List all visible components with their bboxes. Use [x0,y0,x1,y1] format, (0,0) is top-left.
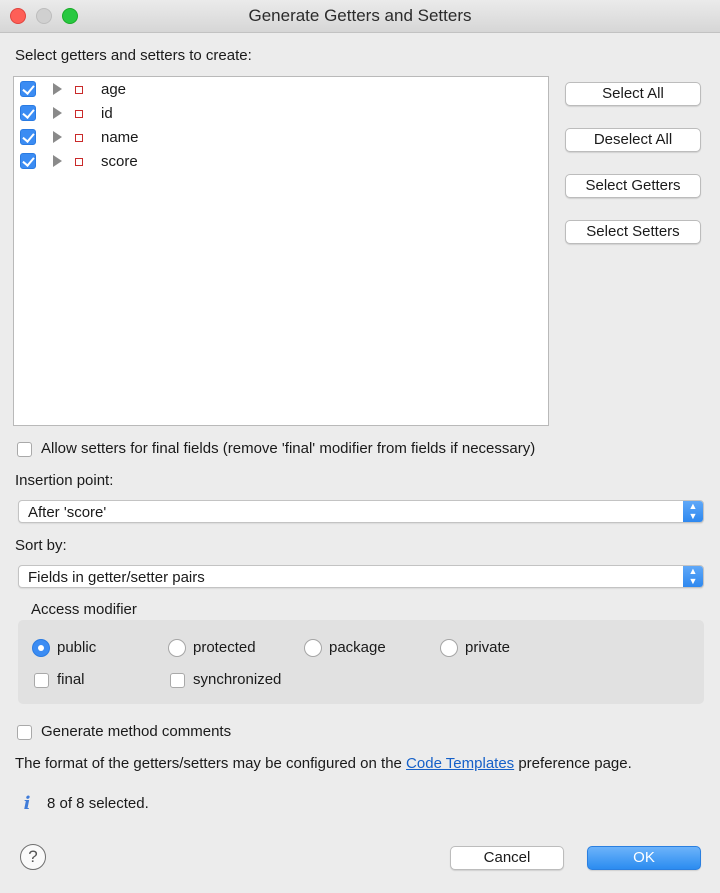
expand-triangle-icon[interactable] [53,131,62,143]
radio-package[interactable] [304,639,322,657]
synchronized-checkbox[interactable] [170,673,185,688]
code-templates-link[interactable]: Code Templates [406,755,515,772]
allow-final-setters-label: Allow setters for final fields (remove 'final' modifier from fields if necessary) [41,440,536,457]
radio-private[interactable] [440,639,458,657]
generate-comments-checkbox[interactable] [17,725,32,740]
select-getters-button[interactable]: Select Getters [565,174,701,198]
field-label: id [101,105,113,122]
radio-protected[interactable] [168,639,186,657]
access-modifier-group [18,620,704,704]
insertion-point-value: After 'score' [28,504,107,521]
field-checkbox[interactable] [20,105,36,121]
expand-triangle-icon[interactable] [53,83,62,95]
format-text-post: preference page. [518,755,632,772]
cancel-button[interactable]: Cancel [450,846,564,870]
radio-package-label: package [329,639,386,656]
select-chevrons-icon: ▲ ▼ [683,566,703,587]
radio-public[interactable] [32,639,50,657]
final-checkbox[interactable] [34,673,49,688]
field-checkbox[interactable] [20,153,36,169]
sort-by-label: Sort by: [15,537,67,554]
info-icon: i [23,793,31,814]
private-field-icon [75,134,83,142]
tree-row[interactable] [14,102,548,126]
final-checkbox-label: final [57,671,85,688]
private-field-icon [75,110,83,118]
private-field-icon [75,158,83,166]
radio-private-label: private [465,639,511,656]
insertion-point-select[interactable] [18,500,704,523]
title-bar [0,0,720,33]
selection-status: 8 of 8 selected. [47,795,149,812]
sort-by-select[interactable] [18,565,704,588]
private-field-icon [75,86,83,94]
expand-triangle-icon[interactable] [53,155,62,167]
field-checkbox[interactable] [20,129,36,145]
expand-triangle-icon[interactable] [53,107,62,119]
ok-button[interactable]: OK [587,846,701,870]
field-label: name [101,129,139,146]
field-checkbox[interactable] [20,81,36,97]
deselect-all-button[interactable]: Deselect All [565,128,701,152]
tree-row[interactable] [14,78,548,102]
insertion-point-label: Insertion point: [15,472,114,489]
help-icon[interactable]: ? [20,844,46,870]
fields-tree[interactable] [13,76,549,426]
select-setters-button[interactable]: Select Setters [565,220,701,244]
synchronized-checkbox-label: synchronized [193,671,282,688]
format-info-text [15,755,632,772]
select-getters-setters-label: Select getters and setters to create: [15,47,252,64]
sort-by-value: Fields in getter/setter pairs [28,569,205,586]
radio-protected-label: protected [193,639,256,656]
select-all-button[interactable]: Select All [565,82,701,106]
field-label: score [101,153,138,170]
tree-row[interactable] [14,126,548,150]
select-chevrons-icon: ▲ ▼ [683,501,703,522]
generate-comments-label: Generate method comments [41,723,232,740]
field-label: age [101,81,127,98]
format-text-pre: The format of the getters/setters may be configured on the [15,755,402,772]
access-modifier-title: Access modifier [31,601,137,618]
radio-public-label: public [57,639,97,656]
window-title: Generate Getters and Setters [248,6,472,25]
allow-final-setters-checkbox[interactable] [17,442,32,457]
tree-row[interactable] [14,150,548,174]
